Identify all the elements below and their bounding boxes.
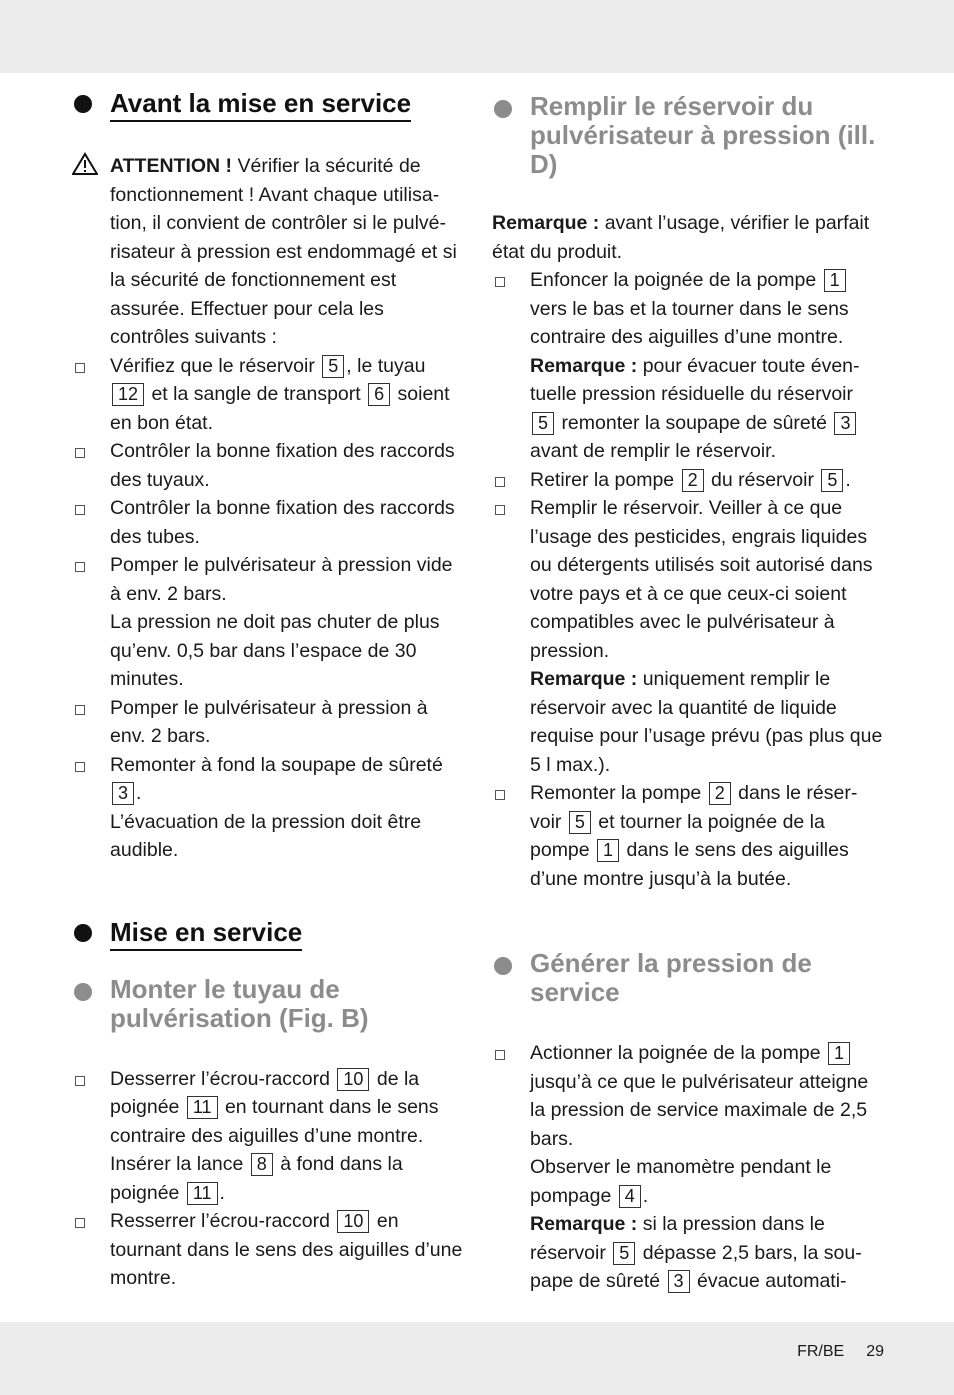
- text: dans le réser-voir: [530, 782, 858, 833]
- part-number: 11: [187, 1096, 218, 1119]
- text: et la sangle de transport: [151, 383, 361, 405]
- checkbox-square-icon: [495, 790, 505, 800]
- text: .: [642, 1184, 649, 1207]
- list-item: [72, 551, 464, 694]
- part-number: 5: [613, 1242, 635, 1265]
- part-number: 3: [834, 412, 856, 435]
- bullet-dot: [74, 983, 92, 1001]
- text: ATTENTION !: [110, 155, 233, 177]
- text: et tourner la poignée de la pompe: [530, 810, 825, 861]
- page-footer: [797, 1343, 884, 1361]
- bullet-dot: [74, 95, 92, 113]
- part-number: 10: [337, 1210, 369, 1233]
- text: Retirer la pompe: [530, 468, 675, 491]
- list-item: [492, 494, 884, 779]
- text: avant de remplir le réservoir.: [530, 440, 777, 462]
- text: Observer le manomètre pendant le pompage: [530, 1156, 832, 1207]
- part-number: 3: [112, 782, 134, 805]
- text: uniquement remplir le réservoir avec la quantité de liquide requise pour l’usage prévu (pas plus que 5 l max.).: [530, 668, 883, 776]
- text: Enfoncer la poignée de la pompe: [530, 269, 817, 291]
- text: Vérifiez que le réservoir: [110, 354, 315, 377]
- text: Monter le tuyau de pulvérisation (Fig. B): [110, 973, 369, 1033]
- text: à fond dans la poignée: [110, 1153, 403, 1204]
- note-paragraph: [492, 209, 884, 266]
- text: , le tuyau: [346, 354, 426, 377]
- text: Contrôler la bonne fixation des raccords des tuyaux.: [110, 440, 455, 491]
- text: Vérifier la sécurité de fonctionnement ! Avant chaque utilisa-tion, il convient de contrôler si le pulvé-risateur à pression est endommagé et si la sécurité de fonctionnement est assurée. Effectuer pour cela les contrôles suivants :: [110, 155, 457, 348]
- text: Remplir le réservoir. Veiller à ce que l’usage des pesticides, engrais liquides ou détergents utilisés soit autorisé dans votre pays et à ce que ceux-ci soient compatibles avec le pulvérisateur à pression.: [530, 497, 873, 662]
- text: Actionner la poignée de la pompe: [530, 1042, 821, 1064]
- part-number: 1: [824, 269, 846, 292]
- part-number: 10: [337, 1068, 369, 1091]
- text: Avant la mise en service: [110, 88, 411, 122]
- list-item: [492, 779, 884, 893]
- checkbox-square-icon: [495, 277, 505, 287]
- text: Resserrer l’écrou-raccord: [110, 1210, 330, 1232]
- text: Remarque :: [492, 212, 600, 234]
- text: Générer la pression de service: [530, 948, 812, 1007]
- list-item: [72, 694, 464, 751]
- left-column: [72, 88, 464, 1293]
- text: Mise en service: [110, 917, 302, 951]
- text: de la poignée: [110, 1067, 420, 1118]
- part-number: 1: [597, 839, 619, 862]
- text: .: [219, 1181, 225, 1204]
- text: avant l’usage, vérifier le parfait état du produit.: [492, 212, 870, 263]
- warning-triangle-icon: [72, 152, 98, 176]
- list-item: [492, 466, 884, 495]
- checkbox-square-icon: [495, 477, 505, 487]
- text: jusqu’à ce que le pulvérisateur atteigne la pression de service maximale de 2,5 bars.: [530, 1070, 869, 1150]
- part-number: 1: [828, 1042, 850, 1065]
- text: Remonter la pompe: [530, 782, 702, 804]
- list-item: [492, 266, 884, 466]
- part-number: 8: [251, 1153, 273, 1176]
- list-item: [72, 437, 464, 494]
- text: Remarque :: [530, 1213, 638, 1235]
- part-number: 4: [619, 1185, 641, 1208]
- checkbox-square-icon: [75, 762, 85, 772]
- part-number: 2: [709, 782, 731, 805]
- part-number: 5: [821, 469, 843, 492]
- text: dépasse 2,5 bars, la sou-pape de sûreté: [530, 1241, 862, 1292]
- attention-block: [72, 152, 464, 352]
- bullet-dot: [494, 957, 512, 975]
- text: Remarque :: [530, 668, 638, 690]
- checkbox-square-icon: [75, 448, 85, 458]
- text: Pomper le pulvérisateur à pression vide à env. 2 bars.: [110, 554, 453, 605]
- checkbox-square-icon: [75, 1076, 85, 1086]
- bullet-dot: [494, 100, 512, 118]
- part-number: 12: [112, 383, 144, 406]
- text: vers le bas et la tourner dans le sens contraire des aiguilles d’une montre.: [530, 297, 849, 348]
- list-item: [492, 1039, 884, 1296]
- part-number: 5: [322, 355, 344, 378]
- heading-monter: [72, 975, 464, 1033]
- checkbox-square-icon: [495, 505, 505, 515]
- text: soient en bon état.: [110, 383, 450, 434]
- text: Remonter à fond la soupape de sûreté: [110, 753, 443, 776]
- text: remonter la soupape de sûreté: [561, 411, 828, 434]
- text: évacue automati-: [696, 1270, 847, 1292]
- text: Desserrer l’écrou-raccord: [110, 1067, 330, 1090]
- checkbox-square-icon: [495, 1050, 505, 1060]
- part-number: 5: [569, 811, 591, 834]
- text: dans le sens des aiguilles d’une montre jusqu’à la butée.: [530, 839, 849, 890]
- page-number: 29: [866, 1343, 884, 1360]
- heading-generer: [492, 949, 884, 1007]
- text: si la pression dans le réservoir: [530, 1213, 825, 1264]
- text: du réservoir: [711, 468, 814, 491]
- right-column: [492, 88, 884, 1296]
- heading-remplir: [492, 92, 884, 179]
- checkbox-square-icon: [75, 505, 85, 515]
- text: en tournant dans le sens des aiguilles d’une montre.: [110, 1210, 463, 1289]
- text: La pression ne doit pas chuter de plus qu’env. 0,5 bar dans l’espace de 30 minutes.: [110, 611, 440, 690]
- text: Contrôler la bonne fixation des raccords des tubes.: [110, 497, 455, 548]
- list-item: [72, 352, 464, 438]
- list-item: [72, 494, 464, 551]
- checkbox-square-icon: [75, 1218, 85, 1228]
- bullet-dot: [74, 924, 92, 942]
- list-item: [72, 1065, 464, 1208]
- text: en tournant dans le sens contraire des aiguilles d’une montre. Insérer la lance: [110, 1096, 439, 1175]
- text: .: [136, 782, 142, 804]
- top-band: [0, 0, 954, 73]
- heading-avant: [72, 88, 464, 122]
- list-item: [72, 1207, 464, 1293]
- text: Remarque :: [530, 354, 638, 377]
- text: L’évacuation de la pression doit être audible.: [110, 810, 422, 861]
- part-number: 3: [668, 1270, 690, 1293]
- checkbox-square-icon: [75, 363, 85, 373]
- heading-mise: [72, 917, 464, 951]
- list-item: [72, 751, 464, 865]
- part-number: 5: [532, 412, 554, 435]
- checkbox-square-icon: [75, 562, 85, 572]
- text: .: [845, 468, 851, 491]
- text: Remplir le réservoir du pulvérisateur à pression (ill. D): [530, 91, 876, 179]
- text: Pomper le pulvérisateur à pression à env. 2 bars.: [110, 696, 428, 747]
- checkbox-square-icon: [75, 705, 85, 715]
- text: pour évacuer toute éven-tuelle pression résiduelle du réservoir: [530, 354, 860, 405]
- footer-locale: FR/BE: [797, 1343, 845, 1360]
- part-number: 11: [187, 1182, 218, 1205]
- part-number: 6: [368, 383, 390, 406]
- part-number: 2: [682, 469, 704, 492]
